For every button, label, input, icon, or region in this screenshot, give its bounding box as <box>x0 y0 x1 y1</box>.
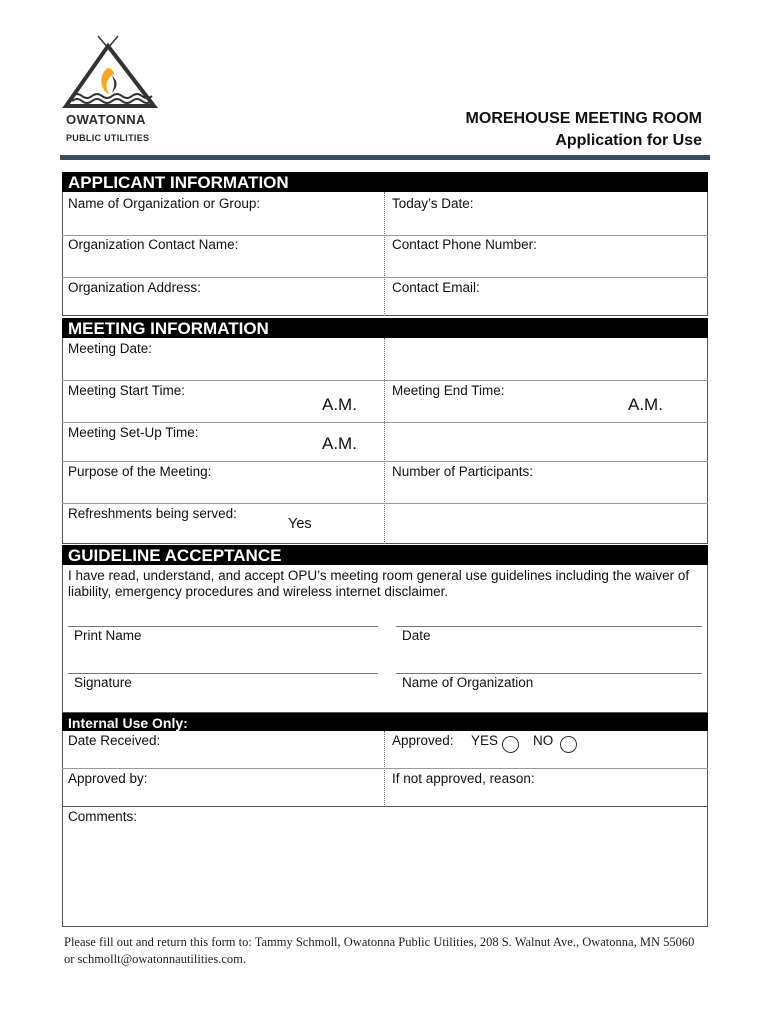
applicant-heading: APPLICANT INFORMATION <box>68 173 289 192</box>
guideline-section-header <box>62 545 708 565</box>
meeting-date-field[interactable]: Meeting Date: <box>68 341 153 356</box>
start-am-label: A.M. <box>322 395 357 414</box>
guideline-heading: GUIDELINE ACCEPTANCE <box>68 546 282 565</box>
contact-phone-field[interactable]: Contact Phone Number: <box>392 237 537 252</box>
applicant-section-header <box>62 172 708 192</box>
email-field[interactable]: Contact Email: <box>392 280 480 295</box>
row-divider <box>62 806 708 807</box>
internal-divider <box>384 731 385 807</box>
logo-subtitle: PUBLIC UTILITIES <box>66 133 150 143</box>
org-name-label: Name of Organization <box>402 675 534 690</box>
logo-name: OWATONNA <box>66 112 147 127</box>
end-time-field[interactable]: Meeting End Time: <box>392 383 505 398</box>
title-divider <box>60 155 710 160</box>
address-field[interactable]: Organization Address: <box>68 280 201 295</box>
setup-am-label: A.M. <box>322 434 357 453</box>
signature-line[interactable] <box>68 673 378 674</box>
approved-yes-radio[interactable] <box>502 736 519 753</box>
print-name-line[interactable] <box>68 626 378 627</box>
refreshments-yes-option[interactable]: Yes <box>288 516 312 532</box>
internal-heading: Internal Use Only: <box>68 715 188 731</box>
date-line[interactable] <box>396 626 702 627</box>
end-am-label: A.M. <box>628 395 663 414</box>
todays-date-field[interactable]: Today’s Date: <box>392 196 474 211</box>
internal-box <box>62 731 708 927</box>
meeting-section-header <box>62 318 708 338</box>
footer-line-2: or schmollt@owatonnautilities.com. <box>64 952 246 966</box>
row-divider <box>62 422 708 423</box>
row-divider <box>62 235 708 236</box>
owatonna-logo <box>60 34 164 148</box>
row-divider <box>62 768 708 769</box>
participants-field[interactable]: Number of Participants: <box>392 464 534 479</box>
comments-field[interactable]: Comments: <box>68 809 138 824</box>
refreshments-field[interactable]: Refreshments being served: <box>68 506 237 521</box>
date-received-field[interactable]: Date Received: <box>68 733 161 748</box>
internal-section-header <box>62 713 708 731</box>
reason-field[interactable]: If not approved, reason: <box>392 771 535 786</box>
approved-yes-label: YES <box>471 733 499 748</box>
meeting-heading: MEETING INFORMATION <box>68 319 269 338</box>
page-subtitle: Application for Use <box>555 132 702 149</box>
row-divider <box>62 380 708 381</box>
row-divider <box>62 503 708 504</box>
approved-by-field[interactable]: Approved by: <box>68 771 148 786</box>
contact-name-field[interactable]: Organization Contact Name: <box>68 237 239 252</box>
footer-line-1: Please fill out and return this form to: Tammy Schmoll, Owatonna Public Utilities, 208 S. Walnut Ave., Owatonna, MN 55060 <box>64 935 695 949</box>
approved-no-label: NO <box>533 733 554 748</box>
row-divider <box>62 461 708 462</box>
start-time-field[interactable]: Meeting Start Time: <box>68 383 186 398</box>
print-name-label: Print Name <box>74 628 142 643</box>
org-name-field[interactable]: Name of Organization or Group: <box>68 196 261 211</box>
row-divider <box>62 277 708 278</box>
purpose-field[interactable]: Purpose of the Meeting: <box>68 464 212 479</box>
approved-no-radio[interactable] <box>560 736 577 753</box>
setup-time-field[interactable]: Meeting Set-Up Time: <box>68 425 199 440</box>
signature-label: Signature <box>74 675 132 690</box>
applicant-divider <box>384 192 385 316</box>
guideline-text: I have read, understand, and accept OPU’s meeting room general use guidelines including the waiver of liability, emergency procedures and wireless internet disclaimer. <box>68 568 690 599</box>
teepee-icon <box>60 34 164 112</box>
org-name-line[interactable] <box>396 673 702 674</box>
footer-instructions <box>64 934 714 968</box>
approved-label: Approved: <box>392 733 454 748</box>
page-title: MOREHOUSE MEETING ROOM <box>465 110 702 127</box>
meeting-divider <box>384 338 385 544</box>
date-label: Date <box>402 628 431 643</box>
